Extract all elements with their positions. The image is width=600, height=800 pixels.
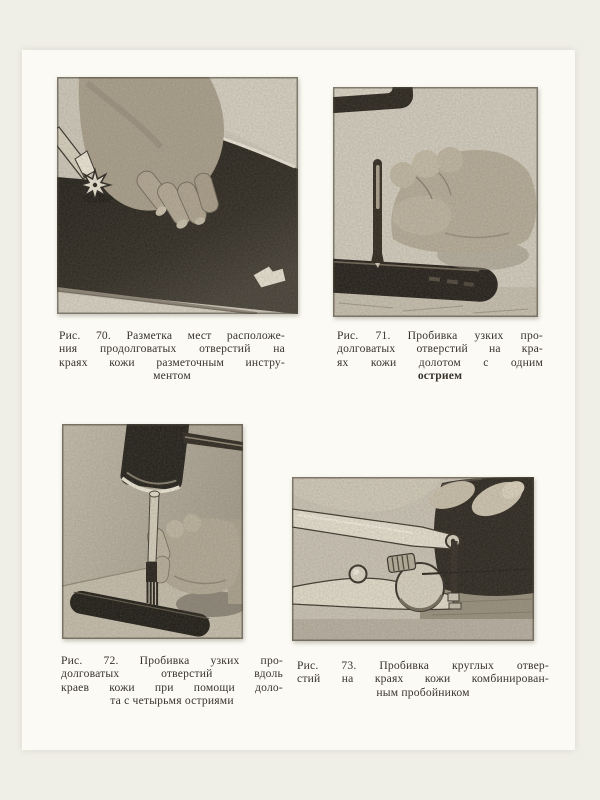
figure-72-photo (62, 424, 243, 639)
caption-line: краев кожи при помощи доло- (61, 680, 283, 694)
caption-line: краях кожи разметочным инстру- (59, 355, 285, 369)
figure-73-photo (292, 477, 534, 641)
caption-line: Рис. 72. Пробивка узких про- (61, 654, 283, 667)
figure-70-photo (57, 77, 298, 314)
caption-line: Рис. 73. Пробивка круглых отвер- (297, 659, 549, 672)
four-point-chisel-photo-illustration (62, 424, 243, 639)
caption-line: ния продолговатых отверстий на (59, 342, 285, 356)
punch-pliers-photo-illustration (292, 477, 534, 641)
figure-70-caption (59, 329, 285, 383)
caption-line: острием (417, 369, 463, 383)
marking-wheel-photo-illustration (57, 77, 298, 314)
figure-72-caption (61, 654, 283, 708)
figure-71-caption (337, 329, 543, 383)
caption-line: ментом (153, 369, 191, 383)
caption-line: долговатых отверстий вдоль (61, 667, 283, 681)
caption-line: та с четырьмя остриями (110, 694, 234, 708)
single-chisel-photo-illustration (333, 87, 538, 317)
caption-line: ях кожи долотом с одним (337, 355, 543, 369)
caption-line: Рис. 71. Пробивка узких про- (337, 329, 543, 342)
caption-line: Рис. 70. Разметка мест расположе- (59, 329, 285, 342)
caption-line: долговатых отверстий на кра- (337, 342, 543, 356)
book-page (22, 50, 575, 750)
caption-line: стий на краях кожи комбинирован- (297, 672, 549, 686)
figure-71-photo (333, 87, 538, 317)
caption-line: ным пробойником (376, 685, 470, 699)
figure-73-caption (297, 659, 549, 699)
